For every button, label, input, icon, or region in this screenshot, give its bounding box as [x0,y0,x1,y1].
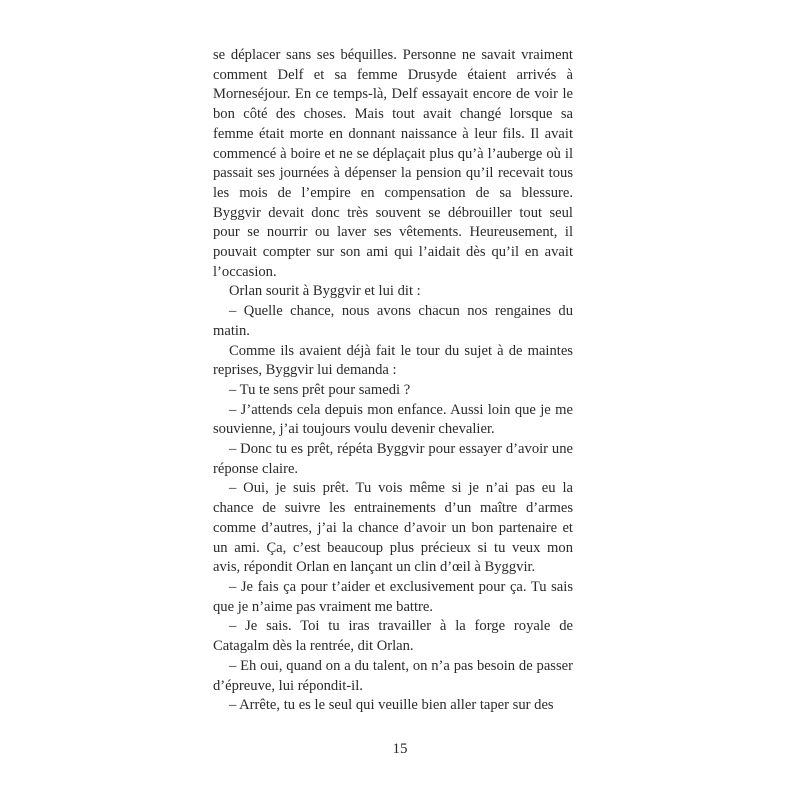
paragraph-10: – Je sais. Toi tu iras travailler à la forge royale de Catagalm dès la rentrée, dit Orlan. [213,618,573,655]
paragraph-11: – Eh oui, quand on a du talent, on n’a pas besoin de passer d’épreuve, lui répondit-il. [213,657,573,694]
paragraph-2: Orlan sourit à Byggvir et lui dit : [229,283,421,300]
paragraph-3: – Quelle chance, nous avons chacun nos rengaines du matin. [213,303,573,339]
page-number: 15 [392,741,408,757]
body-text [213,46,573,716]
paragraph-7: – Donc tu es prêt, répéta Byggvir pour essayer d’avoir une réponse claire. [213,441,573,477]
paragraph-5: – Tu te sens prêt pour samedi ? [229,381,411,398]
paragraph-1: se déplacer sans ses béquilles. Personne ne savait vraiment comment Delf et sa femme Drusyde étaient arrivés à Morneséjour. En ce temps-là, Delf essayait encore de voir le bon côté des choses. Mais tout avait changé lorsque sa femme était morte en donnant naissance à leur fils. Il avait commencé à boire et ne se déplaçait plus qu’à l’auberge où il passait ses journées à dépenser la pension qu’il recevait tous les mois de l’empire en compensation de sa blessure. Byggvir devait donc très souvent se débrouiller tout seul pour se nourrir ou laver ses vêtements. Heureusement, il pouvait compter sur son ami qui l’aidait dès qu’il en avait l’occasion. [213,47,573,280]
paragraph-9: – Je fais ça pour t’aider et exclusivement pour ça. Tu sais que je n’aime pas vraiment me battre. [213,578,573,615]
paragraph-4: Comme ils avaient déjà fait le tour du sujet à de maintes reprises, Byggvir lui demanda : [213,342,573,379]
paragraph-12: – Arrête, tu es le seul qui veuille bien aller taper sur des [229,697,554,714]
paragraph-6: – J’attends cela depuis mon enfance. Aussi loin que je me souvienne, j’ai toujours voulu devenir chevalier. [213,401,573,438]
paragraph-8: – Oui, je suis prêt. Tu vois même si je n’ai pas eu la chance de suivre les entrainements d’un maître d’armes comme d’autres, j’ai la chance d’avoir un bon partenaire et un ami. Ça, c’est beaucoup plus précieux si tu veux mon avis, répondit Orlan en lançant un clin d’œil à Byggvir. [213,480,573,576]
